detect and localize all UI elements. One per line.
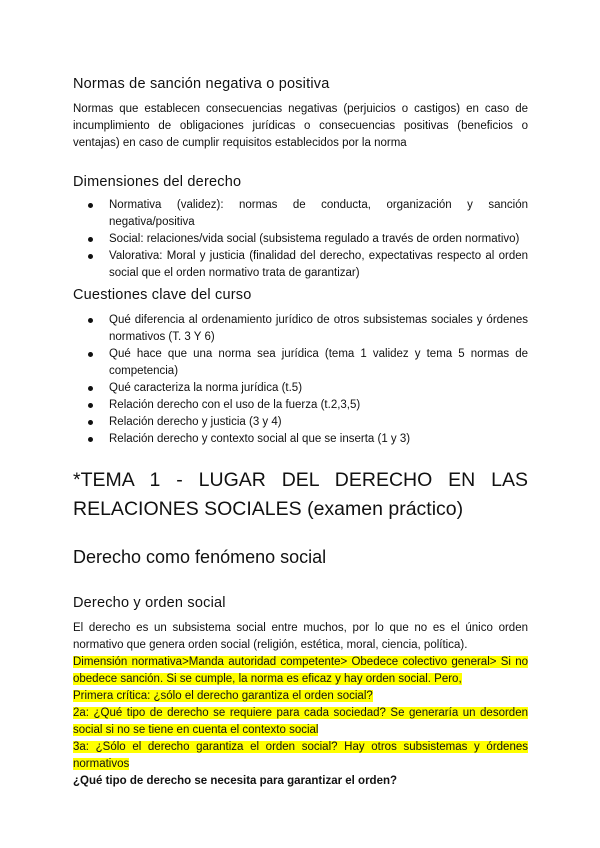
paragraph-derecho-orden: El derecho es un subsistema social entre muchos, por lo que no es el único orden normativo que genera orden social (religión, estética, moral, ciencia, política). [73, 622, 528, 651]
bullet-icon [88, 420, 93, 425]
list-cuestiones [73, 312, 528, 448]
bullet-icon [88, 237, 93, 242]
list-item: Relación derecho y justicia (3 y 4) [73, 414, 528, 431]
list-item: Valorativa: Moral y justicia (finalidad del derecho, expectativas respecto al orden social que el orden normativo trata de garantizar) [73, 248, 528, 282]
bold-question: ¿Qué tipo de derecho se necesita para garantizar el orden? [73, 775, 398, 787]
heading-dimensiones: Dimensiones del derecho [73, 174, 242, 190]
bullet-icon [88, 352, 93, 357]
list-item: Qué diferencia al ordenamiento jurídico de otros subsistemas sociales y órdenes normativos (T. 3 Y 6) [73, 312, 528, 346]
bullet-icon [88, 254, 93, 259]
bullet-icon [88, 318, 93, 323]
highlighted-line: Dimensión normativa>Manda autoridad competente> Obedece colectivo general> Si no obedece sanción. Si se cumple, la norma es eficaz y hay orden social. Pero, [73, 656, 528, 685]
bullet-icon [88, 437, 93, 442]
heading-cuestiones: Cuestiones clave del curso [73, 287, 252, 303]
highlighted-line: 3a: ¿Sólo el derecho garantiza el orden social? Hay otros subsistemas y órdenes normativos [73, 741, 528, 770]
list-item: Normativa (validez): normas de conducta, organización y sanción negativa/positiva [73, 197, 528, 231]
bullet-icon [88, 203, 93, 208]
list-item: Social: relaciones/vida social (subsistema regulado a través de orden normativo) [73, 231, 528, 248]
list-item: Qué hace que una norma sea jurídica (tema 1 validez y tema 5 normas de competencia) [73, 346, 528, 380]
highlighted-notes [73, 654, 528, 790]
highlighted-line: Primera crítica: ¿sólo el derecho garantiza el orden social? [73, 690, 373, 702]
highlighted-line: 2a: ¿Qué tipo de derecho se requiere para cada sociedad? Se generaría un desorden social si no se tiene en cuenta el contexto social [73, 707, 528, 736]
list-dimensiones [73, 197, 528, 282]
tema1-subtitle: Derecho como fenómeno social [73, 547, 327, 567]
list-item: Relación derecho y contexto social al que se inserta (1 y 3) [73, 431, 528, 448]
list-item: Relación derecho con el uso de la fuerza (t.2,3,5) [73, 397, 528, 414]
tema1-title: *TEMA 1 - LUGAR DEL DERECHO EN LAS RELACIONES SOCIALES (examen práctico) [73, 469, 528, 520]
heading-derecho-orden: Derecho y orden social [73, 595, 226, 611]
list-item: Qué caracteriza la norma jurídica (t.5) [73, 380, 528, 397]
bullet-icon [88, 386, 93, 391]
bullet-icon [88, 403, 93, 408]
paragraph-normas-sancion: Normas que establecen consecuencias negativas (perjuicios o castigos) en caso de incumplimiento de obligaciones jurídicas o consecuencias positivas (beneficios o ventajas) en caso de cumplir requisitos establecidos por la norma [73, 103, 528, 149]
heading-normas-sancion: Normas de sanción negativa o positiva [73, 76, 330, 92]
